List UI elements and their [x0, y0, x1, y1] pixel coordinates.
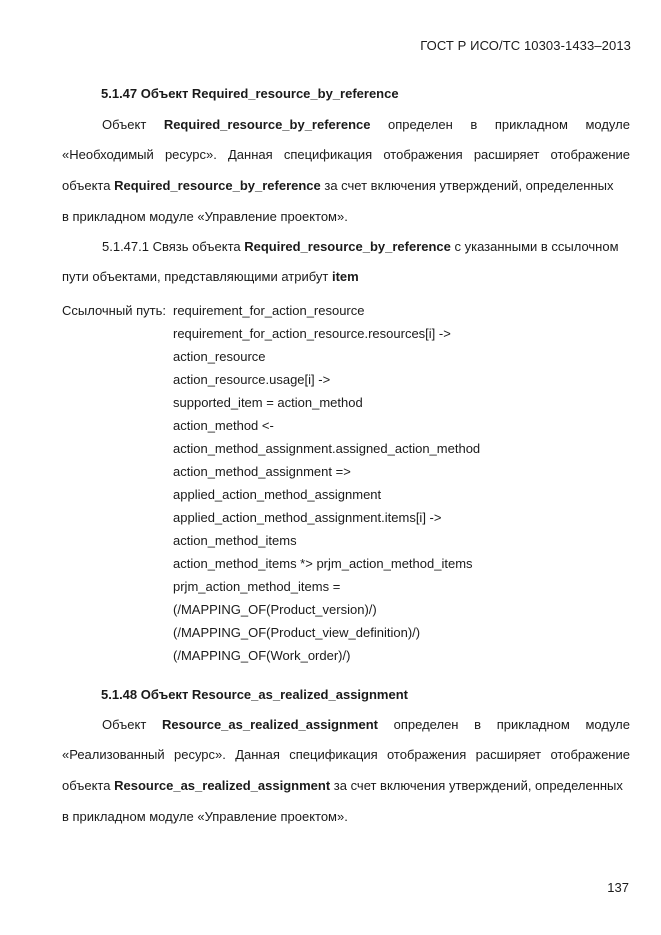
paragraph-line: «Реализованный ресурс». Данная спецификация отображения расширяет отображение	[62, 747, 630, 762]
path-line: action_resource.usage[i] ->	[173, 372, 331, 387]
paragraph-line: объекта Required_resource_by_reference за счет включения утверждений, определенных	[62, 178, 614, 193]
section-heading-5-1-48: 5.1.48 Объект Resource_as_realized_assignment	[101, 687, 408, 702]
path-line: requirement_for_action_resource	[173, 303, 365, 318]
paragraph-line: в прикладном модуле «Управление проектом».	[62, 809, 348, 824]
paragraph-line: объекта Resource_as_realized_assignment за счет включения утверждений, определенных	[62, 778, 623, 793]
path-line: prjm_action_method_items =	[173, 579, 341, 594]
reference-path-label: Ссылочный путь:	[62, 303, 166, 318]
path-line: applied_action_method_assignment.items[i] ->	[173, 510, 442, 525]
paragraph-line: в прикладном модуле «Управление проектом».	[62, 209, 348, 224]
path-line: (/MAPPING_OF(Product_version)/)	[173, 602, 377, 617]
path-line: action_method_items *> prjm_action_method_items	[173, 556, 473, 571]
path-line: action_resource	[173, 349, 266, 364]
standard-designation: ГОСТ Р ИСО/ТС 10303-1433–2013	[420, 38, 631, 53]
path-line: requirement_for_action_resource.resources[i] ->	[173, 326, 451, 341]
paragraph-line: Объект Required_resource_by_reference определен в прикладном модуле	[102, 117, 630, 132]
paragraph-line: «Необходимый ресурс». Данная спецификация отображения расширяет отображение	[62, 147, 630, 162]
paragraph-line: пути объектами, представляющими атрибут item	[62, 269, 359, 284]
path-line: action_method_assignment =>	[173, 464, 351, 479]
path-line: action_method <-	[173, 418, 274, 433]
path-line: action_method_assignment.assigned_action_method	[173, 441, 481, 456]
page-number: 137	[607, 880, 629, 895]
path-line: supported_item = action_method	[173, 395, 363, 410]
paragraph-line: 5.1.47.1 Связь объекта Required_resource_by_reference с указанными в ссылочном	[102, 239, 619, 254]
path-line: applied_action_method_assignment	[173, 487, 382, 502]
path-line: action_method_items	[173, 533, 297, 548]
path-line: (/MAPPING_OF(Work_order)/)	[173, 648, 351, 663]
paragraph-line: Объект Resource_as_realized_assignment определен в прикладном модуле	[102, 717, 630, 732]
path-line: (/MAPPING_OF(Product_view_definition)/)	[173, 625, 421, 640]
section-heading-5-1-47: 5.1.47 Объект Required_resource_by_reference	[101, 86, 399, 101]
